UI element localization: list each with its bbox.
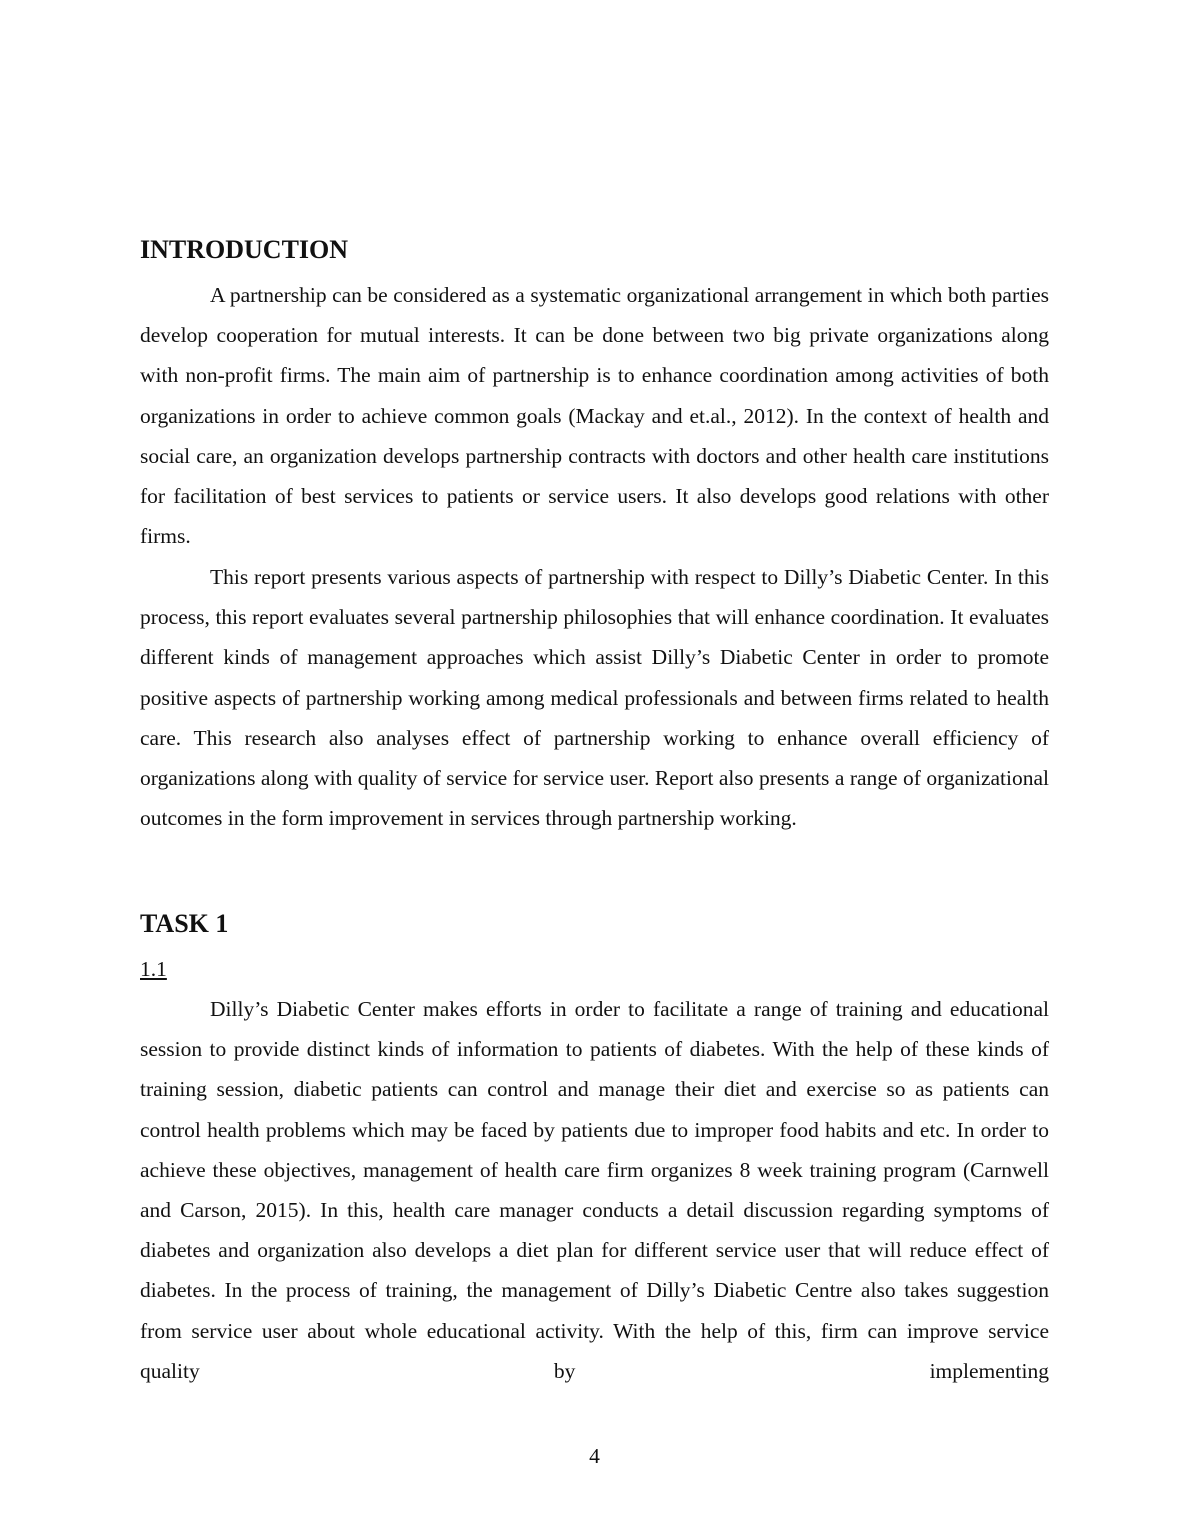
document-page <box>140 0 1049 1540</box>
introduction-paragraph-1: A partnership can be considered as a systematic organizational arrangement in which both parties develop cooperation for mutual interests. It can be done between two big private organizations along with non-profit firms. The main aim of partnership is to enhance coordination among activities of both organizations in order to achieve common goals (Mackay and et.al., 2012). In the context of health and social care, an organization develops partnership contracts with doctors and other health care institutions for facilitation of best services to patients or service users. It also develops good relations with other firms. <box>140 283 1049 549</box>
introduction-heading: INTRODUCTION <box>140 235 349 264</box>
introduction-paragraph-2: This report presents various aspects of partnership with respect to Dilly’s Diabetic Center. In this process, this report evaluates several partnership philosophies that will enhance coordination. It evaluates different kinds of management approaches which assist Dilly’s Diabetic Center in order to promote positive aspects of partnership working among medical professionals and between firms related to health care. This research also analyses effect of partnership working to enhance overall efficiency of organizations along with quality of service for service user. Report also presents a range of organizational outcomes in the form improvement in services through partnership working. <box>140 565 1049 831</box>
section-1-1-subheading: 1.1 <box>140 957 167 981</box>
task-1-paragraph-1: Dilly’s Diabetic Center makes efforts in order to facilitate a range of training and educational session to provide distinct kinds of information to patients of diabetes. With the help of these kinds of training session, diabetic patients can control and manage their diet and exercise so as patients can control health problems which may be faced by patients due to improper food habits and etc. In order to achieve these objectives, management of health care firm organizes 8 week training program (Carnwell and Carson, 2015). In this, health care manager conducts a detail discussion regarding symptoms of diabetes and organization also develops a diet plan for different service user that will reduce effect of diabetes. In the process of training, the management of Dilly’s Diabetic Centre also takes suggestion from service user about whole educational activity. With the help of this, firm can improve service quality by implementing <box>140 997 1049 1383</box>
task-1-heading: TASK 1 <box>140 909 229 938</box>
page-number: 4 <box>589 1444 600 1468</box>
